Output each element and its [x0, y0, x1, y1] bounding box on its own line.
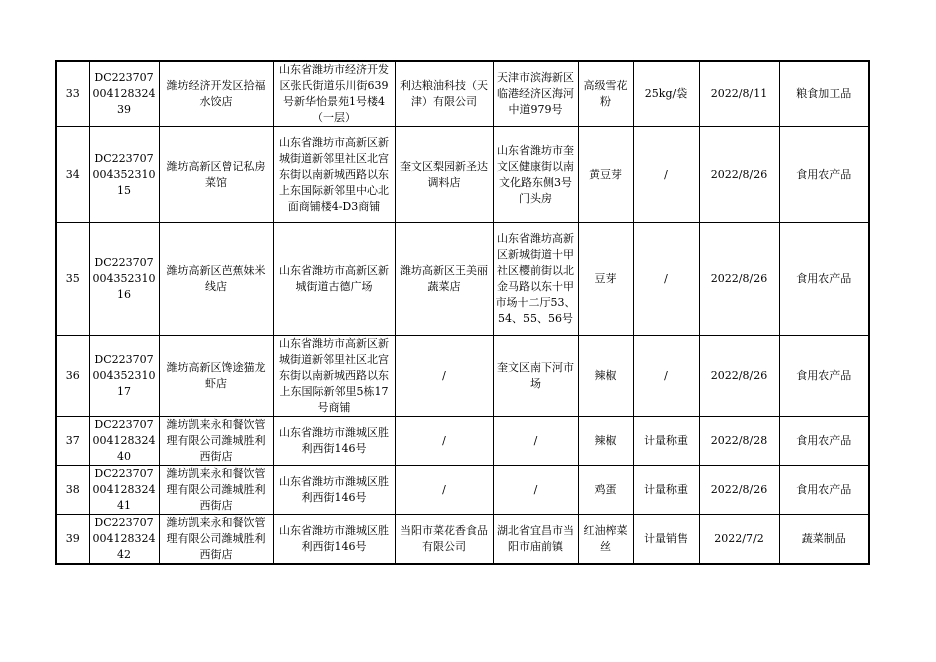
cell-producer: /: [395, 336, 493, 417]
cell-date: 2022/8/26: [699, 127, 779, 223]
cell-entity: 潍坊经济开发区拾福水饺店: [159, 61, 273, 127]
cell-producer-address: 山东省潍坊高新区新城街道十甲社区樱前街以北金马路以东十甲市场十二厅53、54、55、56号: [493, 223, 578, 336]
cell-address: 山东省潍坊市潍城区胜利西街146号: [273, 466, 395, 515]
cell-food: 鸡蛋: [578, 466, 633, 515]
cell-spec: /: [633, 223, 699, 336]
cell-entity: 潍坊凯来永和餐饮管理有限公司潍城胜利西街店: [159, 466, 273, 515]
cell-category: 食用农产品: [779, 466, 869, 515]
cell-seq: 33: [56, 61, 89, 127]
cell-spec: 计量销售: [633, 515, 699, 565]
cell-date: 2022/8/26: [699, 466, 779, 515]
cell-producer: /: [395, 417, 493, 466]
results-table: [55, 60, 870, 565]
cell-code: DC22370700412832441: [89, 466, 159, 515]
cell-food: 红油榨菜丝: [578, 515, 633, 565]
cell-spec: 25kg/袋: [633, 61, 699, 127]
cell-date: 2022/8/26: [699, 336, 779, 417]
cell-category: 粮食加工品: [779, 61, 869, 127]
cell-producer: 利达粮油科技（天津）有限公司: [395, 61, 493, 127]
cell-food: 高级雪花粉: [578, 61, 633, 127]
cell-producer-address: /: [493, 417, 578, 466]
cell-address: 山东省潍坊市高新区新城街道古德广场: [273, 223, 395, 336]
cell-date: 2022/8/26: [699, 223, 779, 336]
cell-producer-address: 湖北省宜昌市当阳市庙前镇: [493, 515, 578, 565]
cell-seq: 39: [56, 515, 89, 565]
cell-producer-address: /: [493, 466, 578, 515]
cell-food: 豆芽: [578, 223, 633, 336]
cell-address: 山东省潍坊市高新区新城街道新邻里社区北宫东街以南新城西路以东上东国际新邻里中心北面商铺楼4-D3商铺: [273, 127, 395, 223]
cell-seq: 36: [56, 336, 89, 417]
table-row: [56, 417, 869, 466]
cell-address: 山东省潍坊市高新区新城街道新邻里社区北宫东街以南新城西路以东上东国际新邻里5栋17号商铺: [273, 336, 395, 417]
cell-address: 山东省潍坊市经济开发区张氏街道乐川街639号新华怡景苑1号楼4（一层）: [273, 61, 395, 127]
cell-seq: 38: [56, 466, 89, 515]
cell-category: 蔬菜制品: [779, 515, 869, 565]
cell-date: 2022/8/28: [699, 417, 779, 466]
cell-seq: 35: [56, 223, 89, 336]
cell-code: DC22370700412832439: [89, 61, 159, 127]
cell-address: 山东省潍坊市潍城区胜利西街146号: [273, 515, 395, 565]
cell-date: 2022/8/11: [699, 61, 779, 127]
cell-producer-address: 天津市滨海新区临港经济区海河中道979号: [493, 61, 578, 127]
table-row: [56, 61, 869, 127]
table-row: [56, 223, 869, 336]
cell-code: DC22370700435231016: [89, 223, 159, 336]
cell-entity: 潍坊高新区馋途猫龙虾店: [159, 336, 273, 417]
cell-code: DC22370700435231015: [89, 127, 159, 223]
cell-seq: 34: [56, 127, 89, 223]
cell-category: 食用农产品: [779, 223, 869, 336]
cell-food: 辣椒: [578, 417, 633, 466]
table-row: [56, 515, 869, 565]
cell-producer: 当阳市菜花香食品有限公司: [395, 515, 493, 565]
cell-spec: 计量称重: [633, 466, 699, 515]
table-row: [56, 466, 869, 515]
cell-food: 辣椒: [578, 336, 633, 417]
cell-entity: 潍坊高新区曾记私房菜馆: [159, 127, 273, 223]
cell-producer-address: 奎文区南下河市场: [493, 336, 578, 417]
cell-entity: 潍坊凯来永和餐饮管理有限公司潍城胜利西街店: [159, 515, 273, 565]
cell-category: 食用农产品: [779, 127, 869, 223]
cell-entity: 潍坊高新区芭蕉妹米线店: [159, 223, 273, 336]
cell-producer-address: 山东省潍坊市奎文区健康街以南文化路东侧3号门头房: [493, 127, 578, 223]
cell-producer: 奎文区梨园新圣达调料店: [395, 127, 493, 223]
cell-code: DC22370700435231017: [89, 336, 159, 417]
cell-producer: /: [395, 466, 493, 515]
cell-spec: /: [633, 336, 699, 417]
table-row: [56, 336, 869, 417]
cell-code: DC22370700412832440: [89, 417, 159, 466]
cell-seq: 37: [56, 417, 89, 466]
cell-date: 2022/7/2: [699, 515, 779, 565]
cell-spec: 计量称重: [633, 417, 699, 466]
cell-address: 山东省潍坊市潍城区胜利西街146号: [273, 417, 395, 466]
table-row: [56, 127, 869, 223]
cell-producer: 潍坊高新区王美丽蔬菜店: [395, 223, 493, 336]
cell-category: 食用农产品: [779, 336, 869, 417]
cell-category: 食用农产品: [779, 417, 869, 466]
cell-food: 黄豆芽: [578, 127, 633, 223]
cell-code: DC22370700412832442: [89, 515, 159, 565]
cell-entity: 潍坊凯来永和餐饮管理有限公司潍城胜利西街店: [159, 417, 273, 466]
cell-spec: /: [633, 127, 699, 223]
